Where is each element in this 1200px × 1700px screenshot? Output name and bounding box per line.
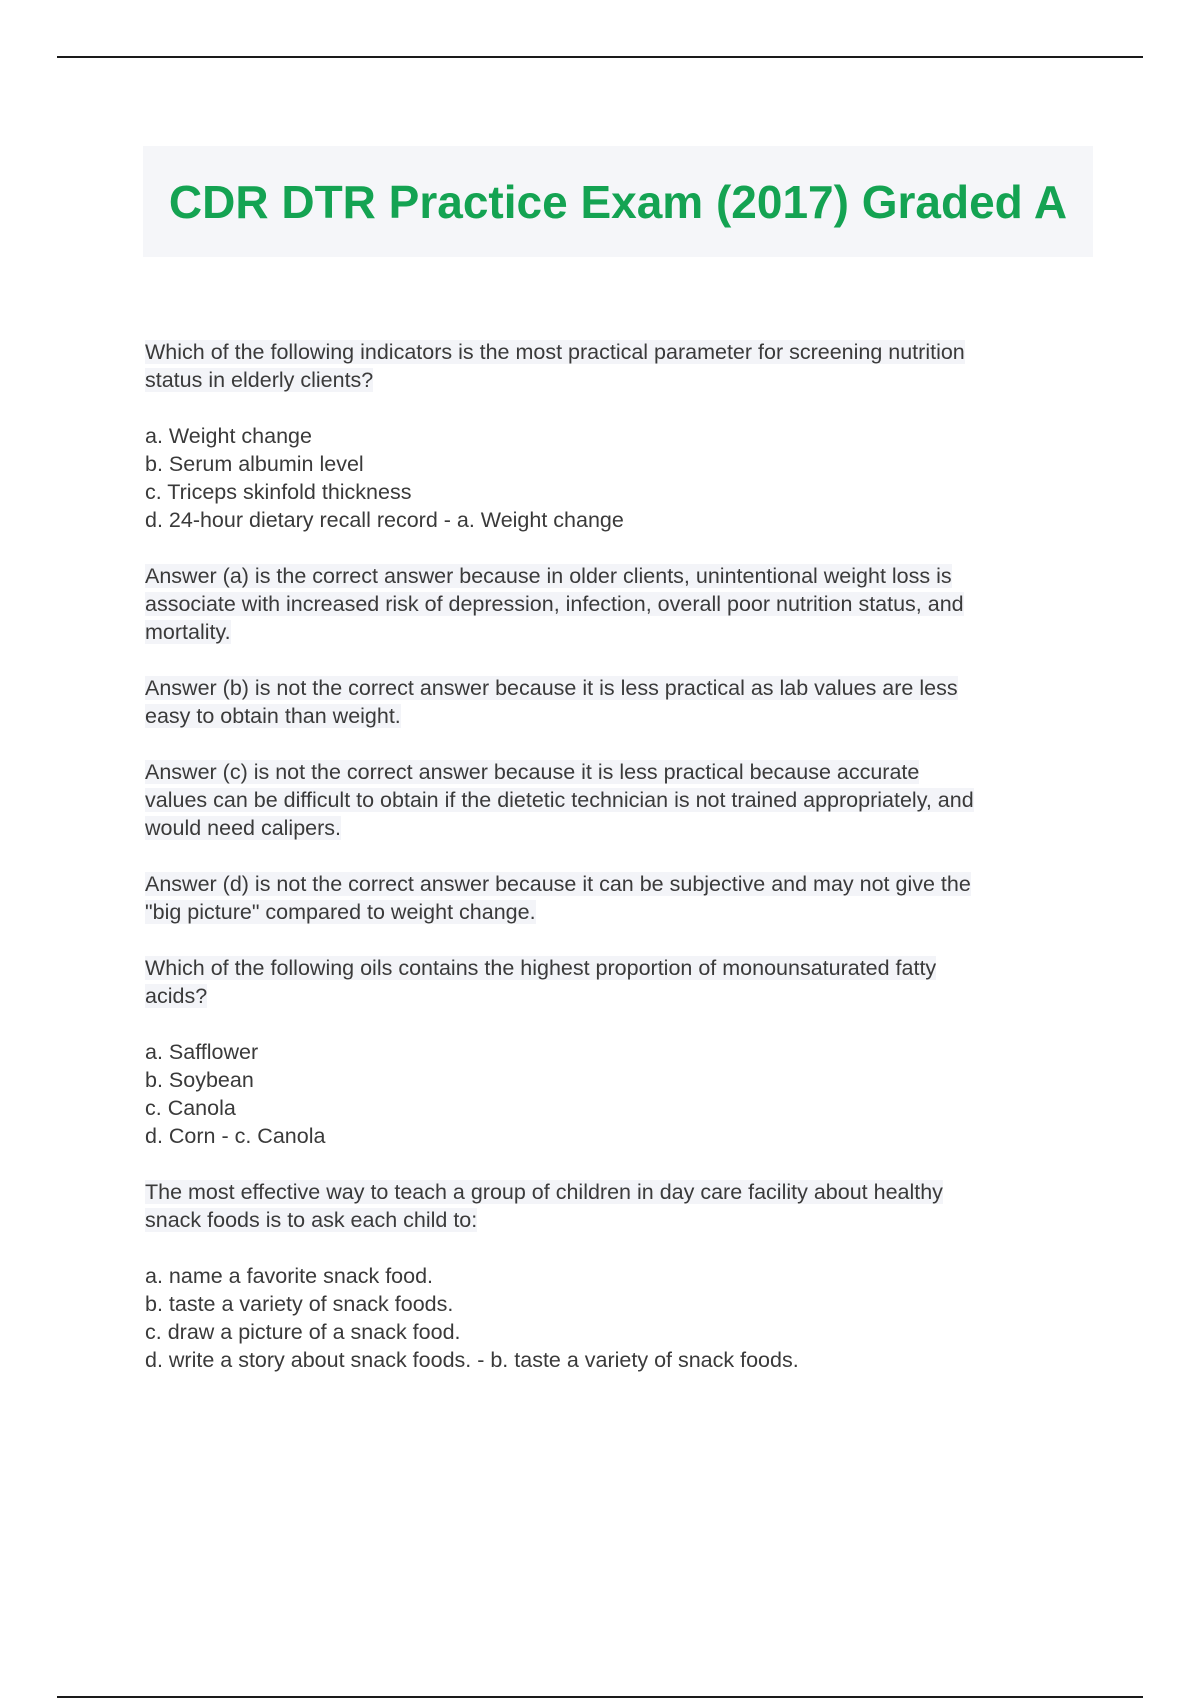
question-2-line-2: acids? (145, 984, 208, 1008)
title-banner (143, 146, 1093, 257)
document-body (145, 338, 1105, 1402)
explanation-b-line-2: easy to obtain than weight. (145, 704, 401, 728)
explanation-b (145, 674, 1105, 730)
explanation-c-line-3: would need calipers. (145, 816, 342, 840)
question-3-option-c: c. draw a picture of a snack food. (145, 1320, 461, 1344)
explanation-a-line-1: Answer (a) is the correct answer because in older clients, unintentional weight loss is (145, 564, 952, 588)
question-1-line-2: status in elderly clients? (145, 368, 374, 392)
question-1-options (145, 422, 1105, 534)
explanation-c-line-1: Answer (c) is not the correct answer because it is less practical because accurate (145, 760, 920, 784)
top-rule (57, 56, 1143, 58)
explanation-c (145, 758, 1105, 842)
document-title: CDR DTR Practice Exam (2017) Graded A (168, 175, 1068, 228)
question-3-option-b: b. taste a variety of snack foods. (145, 1292, 454, 1316)
question-2 (145, 954, 1105, 1010)
question-3-line-2: snack foods is to ask each child to: (145, 1208, 478, 1232)
explanation-d-line-1: Answer (d) is not the correct answer because it can be subjective and may not give the (145, 872, 971, 896)
explanation-a-line-2: associate with increased risk of depression, infection, overall poor nutrition status, and (145, 592, 964, 616)
explanation-c-line-2: values can be difficult to obtain if the dietetic technician is not trained appropriately, and (145, 788, 974, 812)
question-1-option-a: a. Weight change (145, 424, 312, 448)
explanation-d (145, 870, 1105, 926)
question-3-option-a: a. name a favorite snack food. (145, 1264, 434, 1288)
question-2-option-d: d. Corn - c. Canola (145, 1124, 326, 1148)
question-3-option-d: d. write a story about snack foods. - b. taste a variety of snack foods. (145, 1348, 799, 1372)
question-3-line-1: The most effective way to teach a group of children in day care facility about healthy (145, 1180, 943, 1204)
question-2-option-c: c. Canola (145, 1096, 236, 1120)
explanation-a (145, 562, 1105, 646)
explanation-d-line-2: "big picture" compared to weight change. (145, 900, 536, 924)
question-1 (145, 338, 1105, 394)
explanation-a-line-3: mortality. (145, 620, 231, 644)
question-2-option-b: b. Soybean (145, 1068, 254, 1092)
question-2-line-1: Which of the following oils contains the highest proportion of monounsaturated fatty (145, 956, 937, 980)
question-3 (145, 1178, 1105, 1234)
bottom-rule (57, 1696, 1143, 1698)
question-1-option-d: d. 24-hour dietary recall record - a. Weight change (145, 508, 624, 532)
question-3-options (145, 1262, 1105, 1374)
question-1-option-c: c. Triceps skinfold thickness (145, 480, 412, 504)
question-2-options (145, 1038, 1105, 1150)
question-1-option-b: b. Serum albumin level (145, 452, 364, 476)
question-1-line-1: Which of the following indicators is the most practical parameter for screening nutrition (145, 340, 965, 364)
question-2-option-a: a. Safflower (145, 1040, 259, 1064)
explanation-b-line-1: Answer (b) is not the correct answer because it is less practical as lab values are less (145, 676, 958, 700)
